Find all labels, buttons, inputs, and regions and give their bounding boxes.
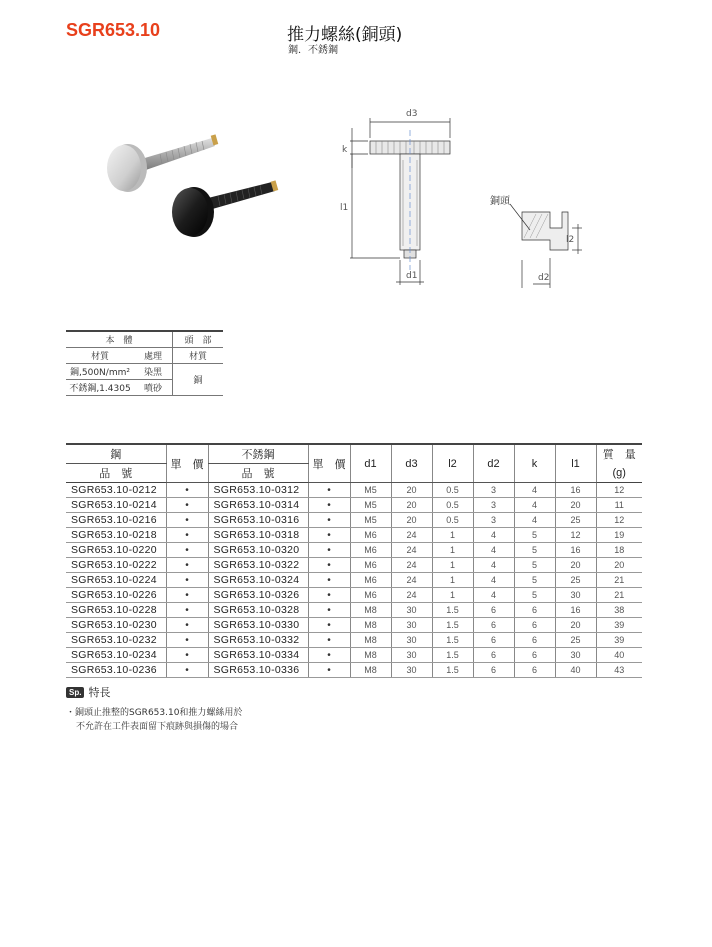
cell-l1: 16 xyxy=(555,543,596,558)
cell-ss: SGR653.10-0328 xyxy=(208,603,308,618)
cell-p1: • xyxy=(166,513,208,528)
cell-k: 6 xyxy=(514,603,555,618)
cell-d1: M6 xyxy=(350,573,391,588)
cell-d2: 4 xyxy=(473,573,514,588)
cell-ss: SGR653.10-0314 xyxy=(208,498,308,513)
h-part2: 品 號 xyxy=(208,464,308,483)
cell-d2: 4 xyxy=(473,588,514,603)
h-part: 品 號 xyxy=(66,464,166,483)
cell-p2: • xyxy=(308,573,350,588)
table-row xyxy=(66,573,642,588)
cell-d2: 6 xyxy=(473,603,514,618)
cell-d1: M8 xyxy=(350,603,391,618)
cell-g: 39 xyxy=(596,618,642,633)
h-price2: 單 價 xyxy=(308,444,350,483)
cell-p2: • xyxy=(308,588,350,603)
cell-l1: 40 xyxy=(555,663,596,678)
cell-d3: 20 xyxy=(391,513,432,528)
cell-l2: 1 xyxy=(432,528,473,543)
cell-steel: SGR653.10-0232 xyxy=(66,633,166,648)
cell-steel: SGR653.10-0234 xyxy=(66,648,166,663)
cell-d1: M6 xyxy=(350,528,391,543)
cell-steel: SGR653.10-0220 xyxy=(66,543,166,558)
cell-l1: 16 xyxy=(555,483,596,498)
h-head-material: 材質 xyxy=(173,348,224,364)
cell-l1: 20 xyxy=(555,498,596,513)
cell-d3: 20 xyxy=(391,483,432,498)
cell-g: 43 xyxy=(596,663,642,678)
cell-d2: 3 xyxy=(473,513,514,528)
product-code: SGR653.10 xyxy=(66,20,161,40)
cell-k: 5 xyxy=(514,528,555,543)
cell-k: 6 xyxy=(514,648,555,663)
cell-g: 39 xyxy=(596,633,642,648)
cell-l2: 1 xyxy=(432,573,473,588)
cell-steel: SGR653.10-0228 xyxy=(66,603,166,618)
cell-l1: 20 xyxy=(555,618,596,633)
cell-l2: 1.5 xyxy=(432,648,473,663)
cell-p1: • xyxy=(166,558,208,573)
cell-l2: 1 xyxy=(432,558,473,573)
cell-steel: SGR653.10-0222 xyxy=(66,558,166,573)
cell-p1: • xyxy=(166,483,208,498)
cell-g: 11 xyxy=(596,498,642,513)
cell-d1: M6 xyxy=(350,588,391,603)
cell-l1: 30 xyxy=(555,588,596,603)
table-row xyxy=(66,663,642,678)
table-row xyxy=(66,528,642,543)
cell-l1: 25 xyxy=(555,633,596,648)
h-weight: 質 量 xyxy=(596,444,642,464)
h-price: 單 價 xyxy=(166,444,208,483)
cell-l1: 25 xyxy=(555,513,596,528)
dim-l2: l2 xyxy=(566,235,575,245)
cell-l2: 1 xyxy=(432,588,473,603)
table-row xyxy=(66,543,642,558)
cell-l1: 16 xyxy=(555,603,596,618)
h-treatment: 處理 xyxy=(134,348,173,364)
h-weight-unit: (g) xyxy=(596,464,642,483)
cell-steel: SGR653.10-0216 xyxy=(66,513,166,528)
cell-d3: 24 xyxy=(391,588,432,603)
cell-l2: 0.5 xyxy=(432,513,473,528)
cell-p2: • xyxy=(308,663,350,678)
cell-k: 6 xyxy=(514,663,555,678)
cell-ss: SGR653.10-0322 xyxy=(208,558,308,573)
cell-g: 21 xyxy=(596,573,642,588)
detail-label: 銅頭 xyxy=(490,196,510,207)
cell-d3: 24 xyxy=(391,528,432,543)
features-title: 特長 xyxy=(88,686,111,699)
cell-ss: SGR653.10-0330 xyxy=(208,618,308,633)
cell-p1: • xyxy=(166,663,208,678)
cell-l2: 1.5 xyxy=(432,603,473,618)
cell-ss: SGR653.10-0318 xyxy=(208,528,308,543)
cell-g: 18 xyxy=(596,543,642,558)
h-d2: d2 xyxy=(473,444,514,483)
h-stainless: 不銹鋼 xyxy=(208,444,308,464)
cell-p1: • xyxy=(166,633,208,648)
cell-p2: • xyxy=(308,603,350,618)
cell-p1: • xyxy=(166,603,208,618)
cell-p1: • xyxy=(166,588,208,603)
sp-badge: Sp. xyxy=(66,687,84,698)
material-table xyxy=(66,330,223,396)
cell-k: 5 xyxy=(514,573,555,588)
cell-l2: 1 xyxy=(432,543,473,558)
cell-g: 12 xyxy=(596,483,642,498)
table-row xyxy=(66,498,642,513)
technical-drawing xyxy=(330,100,600,295)
table-row xyxy=(66,648,642,663)
dim-l1: l1 xyxy=(340,203,349,213)
cell-k: 5 xyxy=(514,558,555,573)
h-k: k xyxy=(514,444,555,483)
cell-p2: • xyxy=(308,618,350,633)
spec-table-body xyxy=(66,483,642,678)
cell-p1: • xyxy=(166,543,208,558)
cell-d2: 4 xyxy=(473,543,514,558)
cell-g: 21 xyxy=(596,588,642,603)
cell-steel: SGR653.10-0212 xyxy=(66,483,166,498)
product-photo xyxy=(100,120,300,270)
cell-steel: SGR653.10-0224 xyxy=(66,573,166,588)
table-row xyxy=(66,513,642,528)
cell-p2: • xyxy=(308,498,350,513)
features-line: 不允許在工件表面留下痕跡與損傷的場合 xyxy=(76,722,239,732)
cell-p1: • xyxy=(166,648,208,663)
dim-d2: d2 xyxy=(538,273,550,283)
cell-d3: 30 xyxy=(391,663,432,678)
table-row xyxy=(66,483,642,498)
cell-steel: SGR653.10-0230 xyxy=(66,618,166,633)
table-row xyxy=(66,633,642,648)
cell-d3: 24 xyxy=(391,543,432,558)
cell-d3: 30 xyxy=(391,648,432,663)
spec-table xyxy=(66,443,642,678)
cell-ss: SGR653.10-0320 xyxy=(208,543,308,558)
features-heading xyxy=(66,684,110,700)
cell-l1: 20 xyxy=(555,558,596,573)
cell-d1: M8 xyxy=(350,648,391,663)
cell-ss: SGR653.10-0316 xyxy=(208,513,308,528)
cell-g: 38 xyxy=(596,603,642,618)
h-l2: l2 xyxy=(432,444,473,483)
cell-l2: 1.5 xyxy=(432,618,473,633)
cell-p2: • xyxy=(308,513,350,528)
cell-d2: 3 xyxy=(473,483,514,498)
cell-d1: M5 xyxy=(350,513,391,528)
cell-d2: 6 xyxy=(473,663,514,678)
cell-d3: 30 xyxy=(391,633,432,648)
cell-l2: 1.5 xyxy=(432,633,473,648)
cell-k: 4 xyxy=(514,483,555,498)
cell-p1: • xyxy=(166,528,208,543)
cell-d3: 20 xyxy=(391,498,432,513)
cell-steel: SGR653.10-0226 xyxy=(66,588,166,603)
cell-p2: • xyxy=(308,648,350,663)
cell-ss: SGR653.10-0312 xyxy=(208,483,308,498)
cell-d2: 3 xyxy=(473,498,514,513)
cell-ss: SGR653.10-0332 xyxy=(208,633,308,648)
treatment-cell: 噴砂 xyxy=(134,380,173,396)
table-row xyxy=(66,558,642,573)
cell-p2: • xyxy=(308,633,350,648)
h-d1: d1 xyxy=(350,444,391,483)
cell-d2: 6 xyxy=(473,633,514,648)
cell-k: 4 xyxy=(514,513,555,528)
cell-d1: M6 xyxy=(350,558,391,573)
cell-d1: M5 xyxy=(350,498,391,513)
dim-k: k xyxy=(342,145,348,155)
cell-ss: SGR653.10-0334 xyxy=(208,648,308,663)
h-d3: d3 xyxy=(391,444,432,483)
cell-k: 4 xyxy=(514,498,555,513)
cell-d3: 30 xyxy=(391,618,432,633)
h-head: 頭 部 xyxy=(173,331,224,348)
cell-d3: 24 xyxy=(391,573,432,588)
cell-p1: • xyxy=(166,618,208,633)
cell-d2: 6 xyxy=(473,648,514,663)
cell-d2: 6 xyxy=(473,618,514,633)
table-row xyxy=(66,588,642,603)
cell-g: 20 xyxy=(596,558,642,573)
cell-d1: M8 xyxy=(350,663,391,678)
cell-k: 5 xyxy=(514,543,555,558)
h-material: 材質 xyxy=(66,348,134,364)
cell-l2: 0.5 xyxy=(432,483,473,498)
cell-k: 6 xyxy=(514,633,555,648)
page-title: 推力螺絲(銅頭) xyxy=(287,25,403,45)
h-body: 本 體 xyxy=(66,331,173,348)
table-row xyxy=(66,618,642,633)
cell-p2: • xyxy=(308,558,350,573)
material-cell: 不銹鋼,1.4305 xyxy=(66,380,134,396)
cell-g: 19 xyxy=(596,528,642,543)
cell-steel: SGR653.10-0214 xyxy=(66,498,166,513)
treatment-cell: 染黑 xyxy=(134,364,173,380)
cell-p2: • xyxy=(308,483,350,498)
head-material-cell: 銅 xyxy=(173,364,224,396)
cell-k: 6 xyxy=(514,618,555,633)
cell-d1: M5 xyxy=(350,483,391,498)
cell-l2: 0.5 xyxy=(432,498,473,513)
h-l1: l1 xyxy=(555,444,596,483)
cell-d1: M8 xyxy=(350,618,391,633)
cell-d3: 24 xyxy=(391,558,432,573)
cell-l1: 25 xyxy=(555,573,596,588)
cell-steel: SGR653.10-0236 xyxy=(66,663,166,678)
cell-l2: 1.5 xyxy=(432,663,473,678)
material-cell: 鋼,500N/mm² xyxy=(66,364,134,380)
cell-d2: 4 xyxy=(473,558,514,573)
cell-p2: • xyxy=(308,543,350,558)
cell-d1: M6 xyxy=(350,543,391,558)
cell-d1: M8 xyxy=(350,633,391,648)
cell-p1: • xyxy=(166,573,208,588)
dim-d3: d3 xyxy=(406,109,418,119)
features-text xyxy=(66,706,242,734)
h-steel: 鋼 xyxy=(66,444,166,464)
cell-ss: SGR653.10-0326 xyxy=(208,588,308,603)
cell-p2: • xyxy=(308,528,350,543)
cell-g: 12 xyxy=(596,513,642,528)
cell-g: 40 xyxy=(596,648,642,663)
cell-d2: 4 xyxy=(473,528,514,543)
cell-l1: 30 xyxy=(555,648,596,663)
cell-steel: SGR653.10-0218 xyxy=(66,528,166,543)
cell-l1: 12 xyxy=(555,528,596,543)
cell-d3: 30 xyxy=(391,603,432,618)
cell-k: 5 xyxy=(514,588,555,603)
page-subtitle: 鋼．不銹鋼 xyxy=(288,45,338,56)
cell-ss: SGR653.10-0324 xyxy=(208,573,308,588)
table-row xyxy=(66,603,642,618)
features-line: ・銅頭止推整的SGR653.10和推力螺絲用於 xyxy=(66,708,243,718)
cell-p1: • xyxy=(166,498,208,513)
cell-ss: SGR653.10-0336 xyxy=(208,663,308,678)
dim-d1: d1 xyxy=(406,271,418,281)
